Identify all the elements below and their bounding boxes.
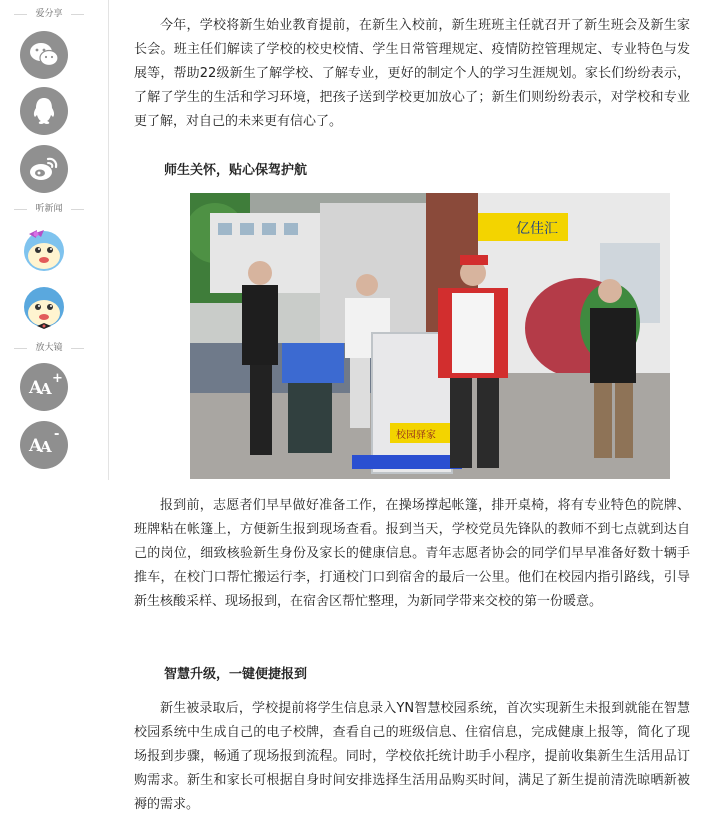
qq-share-button[interactable] — [20, 87, 68, 135]
weibo-icon — [28, 155, 60, 183]
zoom-section-title: 放大镜 — [14, 341, 84, 355]
girl-avatar-icon — [19, 224, 69, 274]
cart-sign-text: 校园驿家 — [396, 430, 436, 441]
section-heading-care: 师生关怀，贴心保驾护航 — [164, 163, 308, 178]
section-heading-smart: 智慧升级，一键便捷报到 — [164, 667, 308, 682]
wechat-icon — [29, 42, 59, 68]
listen-news-girl-button[interactable] — [19, 224, 69, 274]
news-section-title: 听新闻 — [14, 202, 84, 216]
weibo-share-button[interactable] — [20, 145, 68, 193]
wechat-share-button[interactable] — [20, 31, 68, 79]
store-sign-text: 亿佳汇 — [516, 221, 558, 237]
font-decrease-button[interactable]: A A - — [20, 421, 68, 469]
article-paragraph-3: 新生被录取后，学校提前将学生信息录入YN智慧校园系统，首次实现新生未报到就能在智慧校园系统中生成自己的电子校牌，查看自己的班级信息、住宿信息，完成健康上报等，简化了现场报到步骤，畅通了现场报到流程。同时，学校依托统计助手小程序，提前收集新生生活用品订购需求。新生和家长可根据自身时间安排选择生活用品购买时间，满足了新生提前清洗晾晒新被褥的需求。 — [134, 701, 690, 812]
article-paragraph-1: 今年，学校将新生始业教育提前，在新生入校前，新生班班主任就召开了新生班会及新生家长会。班主任们解读了学校的校史校情、学生日常管理规定、疫情防控管理规定、专业特色与发展等，帮助22级新生了解学校、了解专业，更好的制定个人的学习生涯规划。家长们纷纷表示，了解了学生的生活和学习环境，把孩子送到学校更加放心了；新生们则纷纷表示，对学校和专业更了解，对自己的未来更有信心了。 — [134, 18, 690, 129]
volunteers-helping-students-photo — [190, 193, 670, 479]
qq-icon — [31, 96, 57, 126]
share-section-title: 爱分享 — [14, 7, 84, 21]
listen-news-boy-button[interactable] — [19, 282, 69, 332]
font-increase-button[interactable]: A A + — [20, 363, 68, 411]
sidebar-divider — [108, 0, 109, 480]
boy-avatar-icon — [19, 282, 69, 332]
article-paragraph-2: 报到前，志愿者们早早做好准备工作，在操场撑起帐篷，排开桌椅，将有专业特色的院牌、班牌粘在帐篷上，方便新生报到现场查看。报到当天，学校党员先锋队的教师不到七点就到达自己的岗位，细致核验新生身份及家长的健康信息。青年志愿者协会的同学们早早准备好数十辆手推车，在校门口帮忙搬运行李，打通校门口到宿舍的最后一公里。他们在校园内指引路线，引导新生核酸采样、现场报到，在宿舍区帮忙整理，为新同学带来交校的第一份暖意。 — [134, 498, 690, 609]
share-sidebar — [0, 0, 110, 833]
article-photo — [190, 193, 670, 479]
